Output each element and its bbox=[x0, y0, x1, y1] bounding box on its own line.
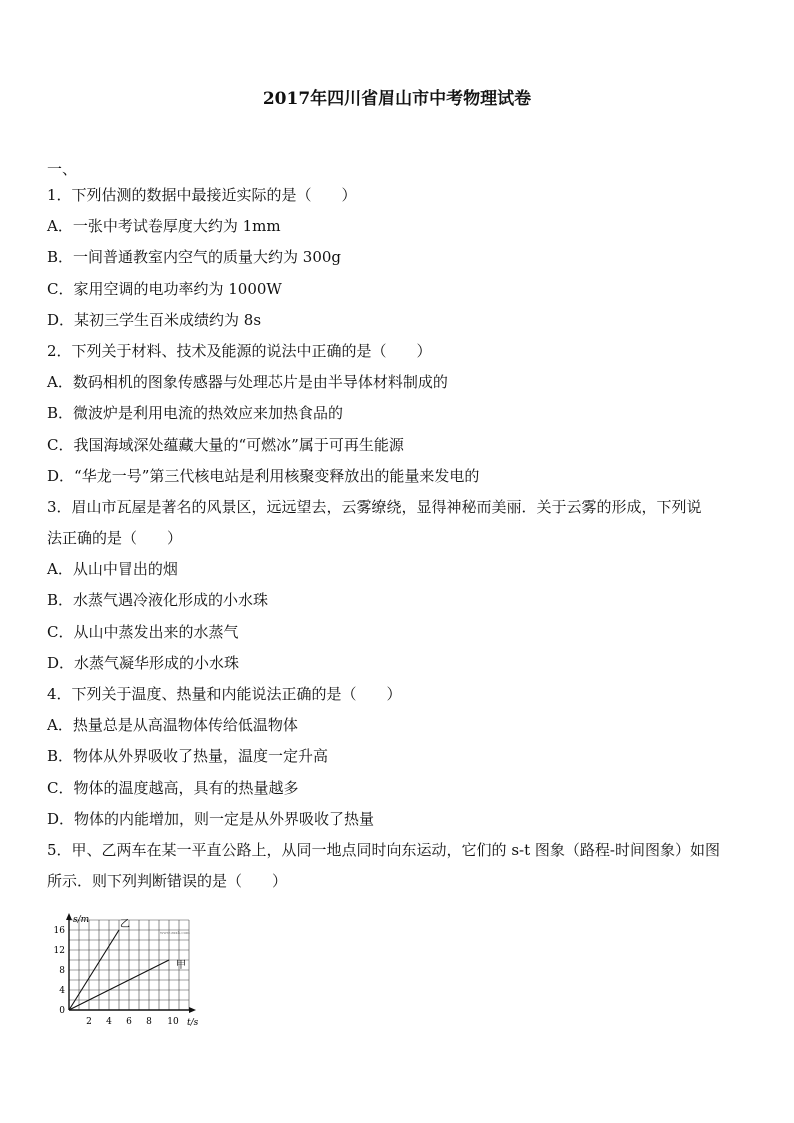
y-tick-12: 12 bbox=[53, 946, 65, 956]
x-axis-label: t/s bbox=[187, 1018, 199, 1028]
x-tick-10: 10 bbox=[167, 1017, 179, 1027]
question-3-stem: 3．眉山市瓦屋是著名的风景区，远远望去，云雾缭绕，显得神秘而美丽．关于云雾的形成，下列说 bbox=[47, 497, 702, 516]
y-tick-8: 8 bbox=[59, 966, 65, 976]
question-2-option-d: D．“华龙一号”第三代核电站是利用核聚变释放出的能量来发电的 bbox=[47, 466, 480, 485]
exam-title: 2017年四川省眉山市中考物理试卷 bbox=[262, 89, 532, 109]
y-tick-4: 4 bbox=[59, 986, 65, 996]
question-2-option-b: B．微波炉是利用电流的热效应来加热食品的 bbox=[47, 404, 344, 423]
y-axis-label: s/m bbox=[73, 915, 90, 925]
x-tick-4: 4 bbox=[106, 1017, 112, 1027]
x-tick-8: 8 bbox=[146, 1017, 152, 1027]
series-yi-label: 乙 bbox=[120, 919, 130, 930]
question-1-option-d: D．某初三学生百米成绩约为 8s bbox=[47, 310, 262, 329]
question-5-stem: 5．甲、乙两车在某一平直公路上，从同一地点同时向东运动，它们的 s-t 图象（路程-时间图象）如图 bbox=[47, 840, 720, 859]
y-axis-arrow bbox=[66, 913, 72, 920]
question-4-option-a: A．热量总是从高温物体传给低温物体 bbox=[47, 716, 298, 735]
question-5-stem-continued: 所示．则下列判断错误的是（ ） bbox=[47, 872, 288, 891]
x-tick-2: 2 bbox=[86, 1017, 92, 1027]
series-jia-label: 甲 bbox=[176, 960, 186, 971]
watermark: www.zxxk.com bbox=[160, 930, 190, 935]
y-tick-16: 16 bbox=[53, 926, 65, 936]
exam-body bbox=[47, 158, 753, 897]
question-2-option-c: C．我国海域深处蕴藏大量的“可燃冰”属于可再生能源 bbox=[47, 435, 404, 454]
x-tick-6: 6 bbox=[126, 1017, 132, 1027]
y-tick-0: 0 bbox=[59, 1006, 65, 1016]
question-1-option-c: C．家用空调的电功率约为 1000W bbox=[47, 279, 282, 298]
question-1-stem: 1．下列估测的数据中最接近实际的是（ ） bbox=[47, 186, 357, 204]
question-3-option-a: A．从山中冒出的烟 bbox=[47, 560, 178, 579]
question-4-stem: 4．下列关于温度、热量和内能说法正确的是（ ） bbox=[47, 685, 402, 703]
question-3-option-c: C．从山中蒸发出来的水蒸气 bbox=[47, 622, 239, 641]
section-heading: 一、 bbox=[47, 160, 78, 178]
question-3-option-b: B．水蒸气遇冷液化形成的小水珠 bbox=[47, 591, 269, 610]
question-1-option-b: B．一间普通教室内空气的质量大约为 300g bbox=[47, 248, 342, 267]
question-4-option-b: B．物体从外界吸收了热量，温度一定升高 bbox=[47, 747, 329, 766]
question-4-option-d: D．物体的内能增加，则一定是从外界吸收了热量 bbox=[47, 809, 375, 828]
x-axis-arrow bbox=[189, 1007, 196, 1013]
question-3-option-d: D．水蒸气凝华形成的小水珠 bbox=[47, 653, 240, 672]
question-3-stem-continued: 法正确的是（ ） bbox=[47, 529, 183, 548]
question-1-option-a: A．一张中考试卷厚度大约为 1mm bbox=[47, 217, 281, 236]
question-2-stem: 2．下列关于材料、技术及能源的说法中正确的是（ ） bbox=[47, 341, 432, 360]
question-2-option-a: A．数码相机的图象传感器与处理芯片是由半导体材料制成的 bbox=[47, 373, 448, 392]
st-graph-figure bbox=[52, 912, 212, 1030]
st-graph bbox=[52, 912, 212, 1030]
question-4-option-c: C．物体的温度越高，具有的热量越多 bbox=[47, 778, 299, 797]
